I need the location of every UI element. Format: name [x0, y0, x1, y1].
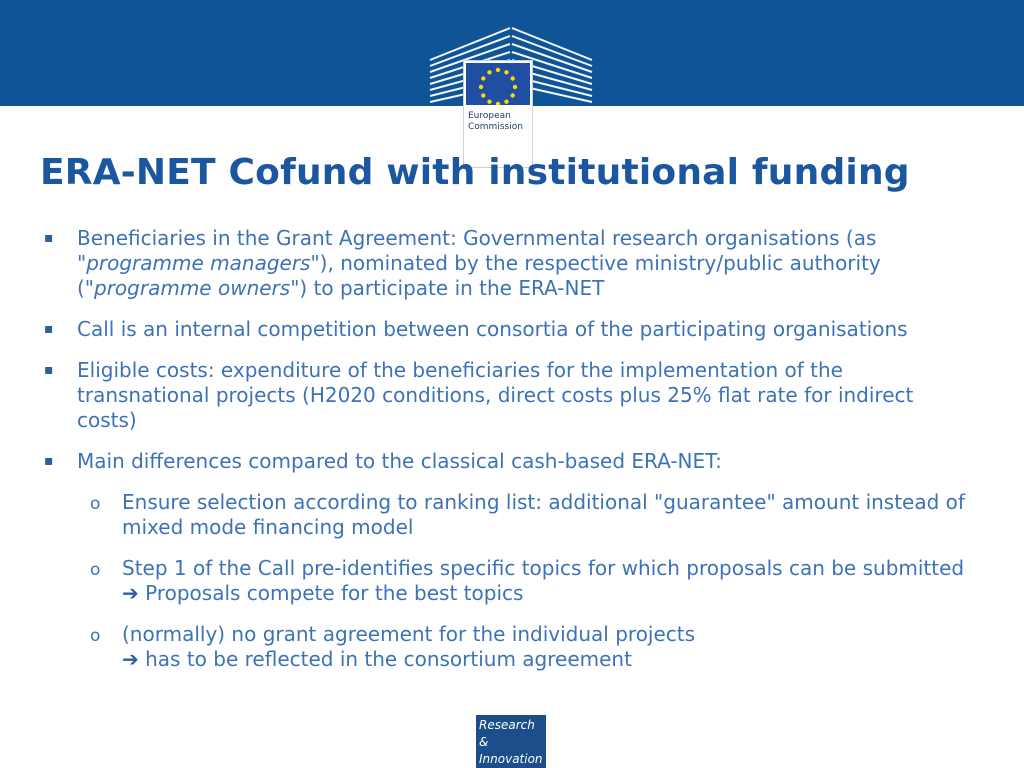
bullet-item-call [44, 317, 974, 342]
square-bullet-icon: ▪ [44, 321, 54, 337]
sub-item-grant-agreement [44, 622, 974, 672]
logo-text-line1: European [468, 111, 511, 121]
sub-item-text: has to be reflected in the consortium agreement [145, 647, 632, 671]
bullet-text: Beneficiaries in the Grant Agreement: Governmental research organisations (as " [77, 226, 877, 275]
circle-bullet-icon: o [90, 626, 101, 646]
bullet-item-main-differences [44, 449, 974, 474]
bullet-emphasis: programme owners [94, 276, 291, 300]
circle-bullet-icon: o [90, 494, 101, 514]
bullet-text: ") to participate in the ERA-NET [290, 276, 605, 300]
research-innovation-badge [476, 715, 546, 768]
bullet-text: Call is an internal competition between consortia of the participating organisations [77, 317, 908, 341]
square-bullet-icon: ▪ [44, 453, 54, 469]
arrow-right-icon: ➔ [122, 581, 139, 605]
logo-text-line2: Commission [468, 122, 523, 132]
bullet-emphasis: programme managers [86, 251, 311, 275]
bullet-text: Eligible costs: expenditure of the beneficiaries for the implementation of the transnational projects (H2020 conditions, direct costs plus 25% flat rate for indirect costs) [77, 358, 914, 432]
badge-line1: Research & [479, 718, 535, 749]
sub-item-ranking [44, 490, 974, 540]
sub-item-text: Step 1 of the Call pre-identifies specific topics for which proposals can be submitted [122, 556, 965, 580]
sub-item-step1 [44, 556, 974, 606]
bullet-text: Main differences compared to the classical cash-based ERA-NET: [77, 449, 722, 473]
european-commission-logo [428, 26, 594, 144]
sub-item-text: Ensure selection according to ranking list: additional "guarantee" amount instead of mixed mode financing model [122, 490, 965, 539]
square-bullet-icon: ▪ [44, 230, 54, 246]
square-bullet-icon: ▪ [44, 362, 54, 378]
bullet-list [44, 226, 974, 688]
arrow-right-icon: ➔ [122, 647, 139, 671]
bullet-text: "), nominated by the respective ministry/public authority (" [77, 251, 881, 300]
bullet-item-beneficiaries [44, 226, 974, 301]
sub-item-text: Proposals compete for the best topics [145, 581, 524, 605]
circle-bullet-icon: o [90, 560, 101, 580]
eu-flag-icon [466, 63, 530, 105]
badge-line2: Innovation [479, 752, 543, 766]
logo-text [468, 111, 530, 133]
sub-item-text: (normally) no grant agreement for the individual projects [122, 622, 696, 646]
slide-title: ERA-NET Cofund with institutional funding [40, 152, 910, 193]
bullet-item-eligible-costs [44, 358, 974, 433]
